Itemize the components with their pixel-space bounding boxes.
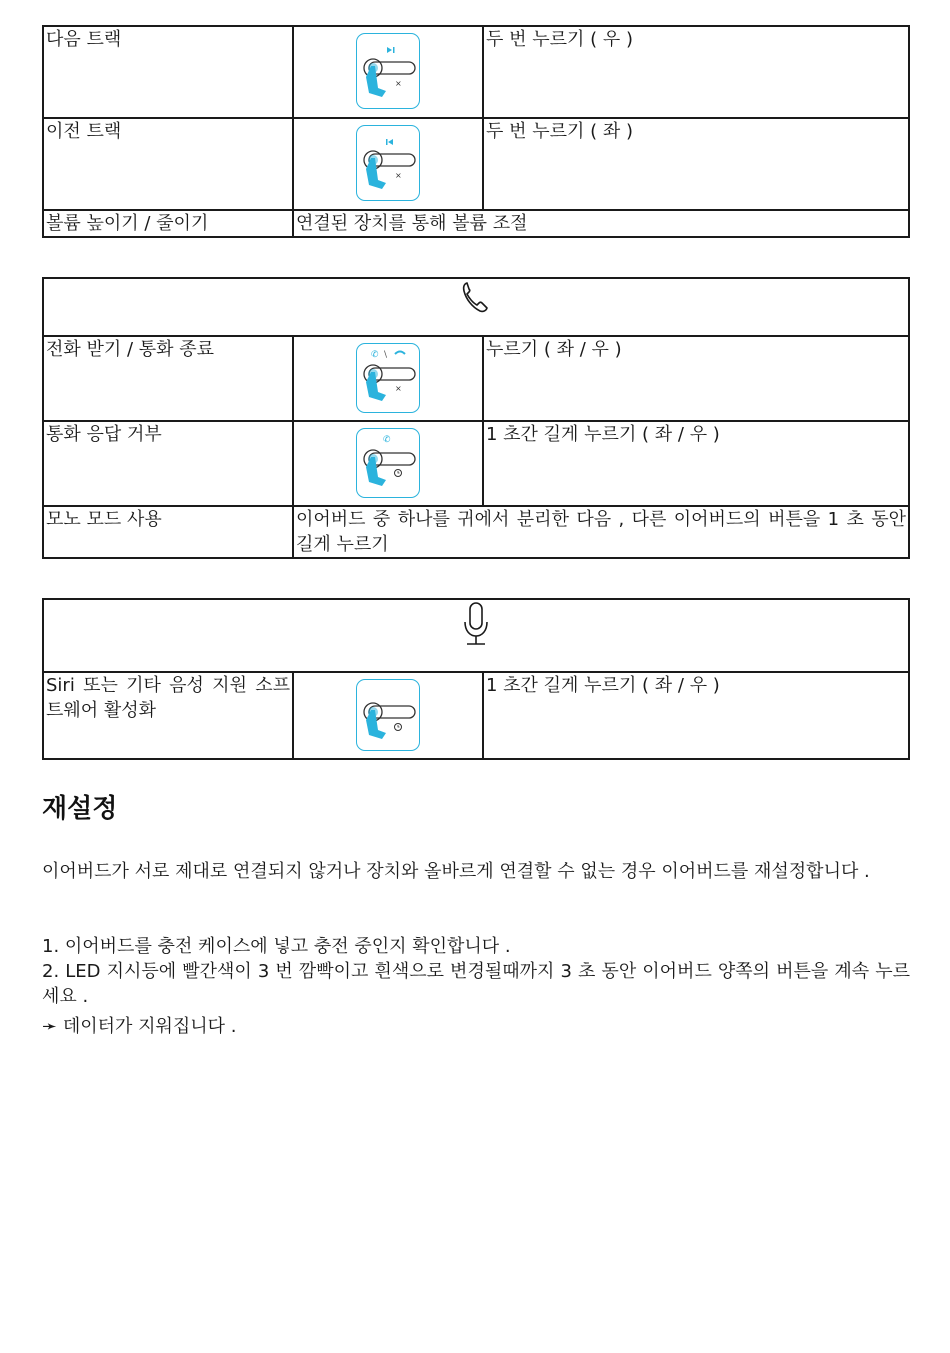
svg-text:✆: ✆ [383, 435, 391, 445]
reset-step-2: 2. LED 지시등에 빨간색이 3 번 깜빡이고 흰색으로 변경될때까지 3 초 동안 이어버드 양쪽의 버튼을 계속 누르세요 . [42, 961, 910, 1007]
action-label: 다음 트랙 [43, 26, 293, 118]
table-row [43, 421, 909, 506]
method-label: 두 번 누르기 ( 우 ) [483, 26, 909, 118]
method-label: 두 번 누르기 ( 좌 ) [483, 118, 909, 210]
svg-text:×: × [395, 384, 402, 393]
reject-call-earbud-icon [356, 428, 420, 498]
method-label: 1 초간 길게 누르기 ( 좌 / 우 ) [483, 421, 909, 506]
table-row [43, 118, 909, 210]
reset-result-text: 데이터가 지워집니다 . [62, 1016, 237, 1037]
table-header-row [43, 278, 909, 336]
controls-table-music [42, 25, 910, 238]
action-label: 전화 받기 / 통화 종료 [43, 336, 293, 421]
action-label: 볼륨 높이기 / 줄이기 [43, 210, 293, 237]
microphone-icon [461, 600, 491, 655]
svg-text:×: × [395, 79, 402, 88]
voice-assistant-earbud-icon [356, 679, 420, 751]
method-label: 1 초간 길게 누르기 ( 좌 / 우 ) [483, 672, 909, 759]
reset-result [42, 1014, 236, 1039]
method-label: 누르기 ( 좌 / 우 ) [483, 336, 909, 421]
svg-text:\: \ [384, 350, 388, 360]
action-label: 통화 응답 거부 [43, 421, 293, 506]
controls-table-voice [42, 598, 910, 760]
controls-table-calls [42, 277, 910, 559]
table-row [43, 506, 909, 558]
table-row [43, 26, 909, 118]
table-row [43, 336, 909, 421]
action-label: 이전 트랙 [43, 118, 293, 210]
arrow-icon: ➛ [42, 1016, 58, 1037]
reset-step-1: 1. 이어버드를 충전 케이스에 넣고 충전 중인지 확인합니다 . [42, 936, 511, 957]
action-label: Siri 또는 기타 음성 지원 소프트웨어 활성화 [43, 672, 293, 759]
method-label: 연결된 장치를 통해 볼륨 조절 [293, 210, 909, 237]
method-label: 이어버드 중 하나를 귀에서 분리한 다음 , 다른 이어버드의 버튼을 1 초 동안 길게 누르기 [293, 506, 909, 558]
answer-call-earbud-icon [356, 343, 420, 413]
next-track-earbud-icon [356, 33, 420, 109]
svg-text:×: × [395, 171, 402, 180]
previous-track-earbud-icon [356, 125, 420, 201]
action-label: 모노 모드 사용 [43, 506, 293, 558]
reset-heading: 재설정 [42, 794, 118, 824]
svg-text:✆: ✆ [371, 350, 379, 360]
reset-intro: 이어버드가 서로 제대로 연결되지 않거나 장치와 올바르게 연결할 수 없는 경우 이어버드를 재설정합니다 . [42, 861, 870, 882]
table-row [43, 210, 909, 237]
table-header-row [43, 599, 909, 672]
table-row [43, 672, 909, 759]
phone-icon [460, 279, 492, 322]
